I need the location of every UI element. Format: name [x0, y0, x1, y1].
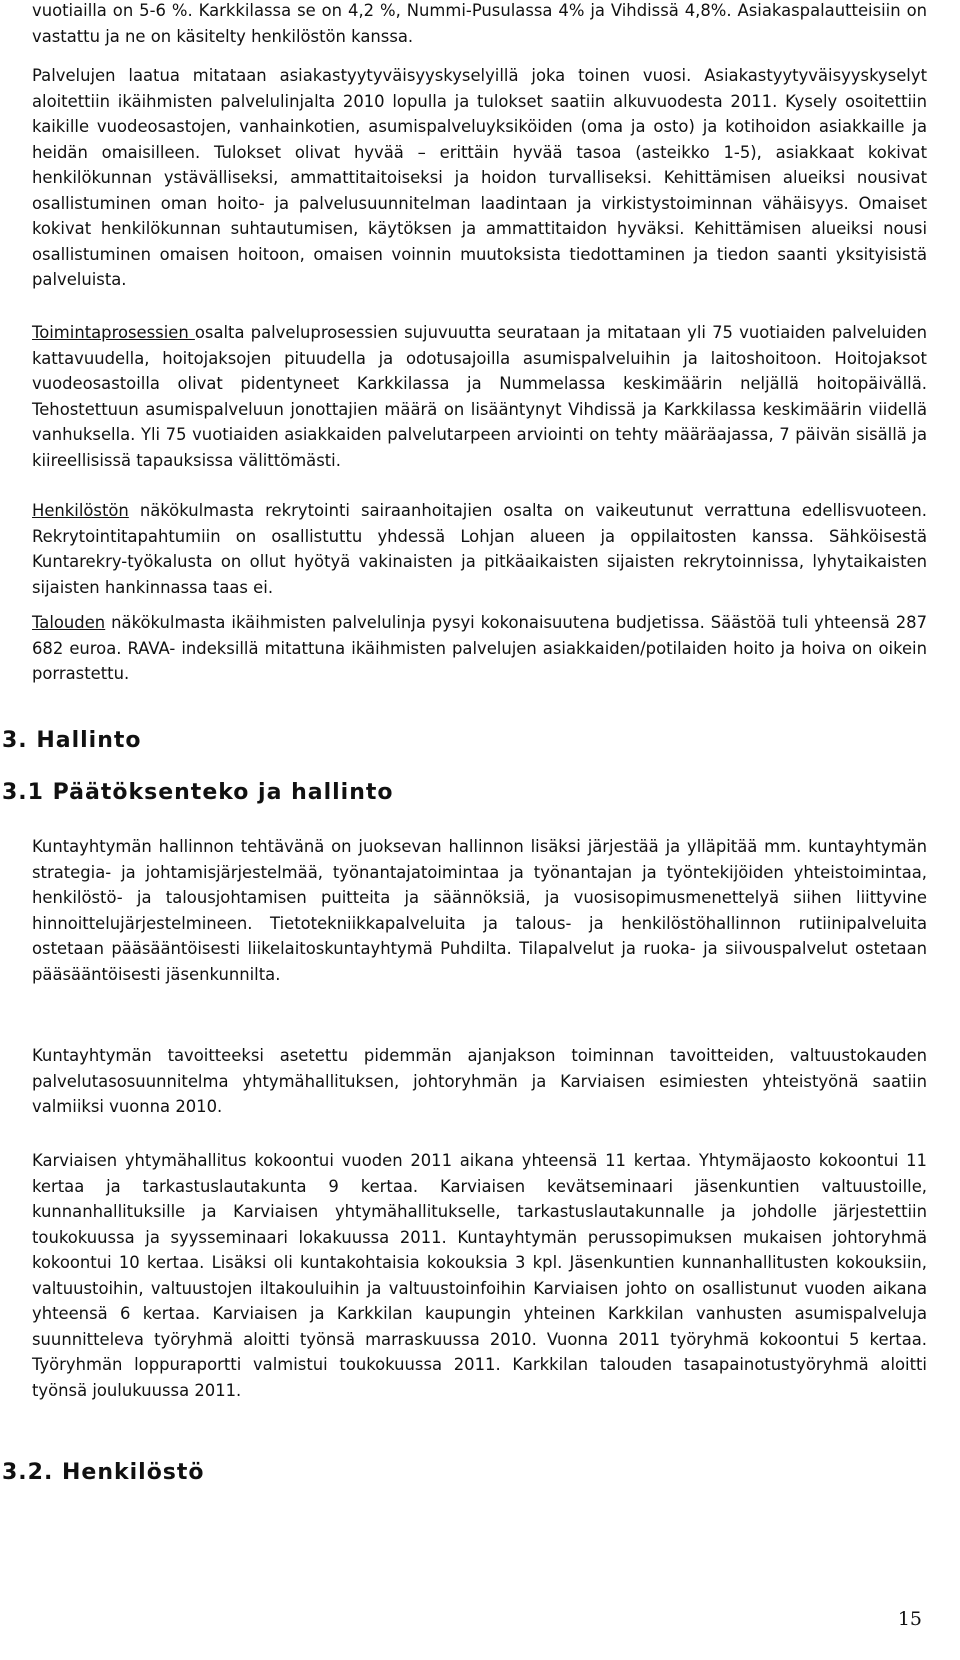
paragraph-meetings: Karviaisen yhtymähallitus kokoontui vuoden 2011 aikana yhteensä 11 kertaa. Yhtymäjaosto kokoontui 11 kertaa ja tarkastuslautakunta 9 kertaa. Karviaisen kevätseminaari jäsenkuntien valtuustoille, kunnanhallituksille ja Karviaisen yhtymähallitukselle, tarkastuslautakunnalle ja johdolle järjestettiin toukokuussa ja syysseminaari lokakuussa 2011. Kuntayhtymän perussopimuksen mukaisen johtoryhmä kokoontui 10 kertaa. Lisäksi oli kuntakohtaisia kokouksia 3 kpl. Jäsenkuntien kunnanhallitusten kokouksiin, valtuustoihin, valtuustojen iltakouluihin ja valtuustoinfoihin Karviaisen johto on osallistunut vuoden aikana yhteensä 6 kertaa. Karviaisen ja Karkkilan kaupungin yhteinen Karkkilan vanhusten asumispalveluja suunnitteleva työryhmä aloitti työnsä marraskuussa 2010. Vuonna 2011 työryhmä kokoontui 5 kertaa. Työryhmän loppuraportti valmistui toukokuussa 2011. Karkkilan talouden tasapainotustyöryhmä aloitti työnsä joulukuussa 2011. — [32, 1151, 927, 1400]
paragraph-personnel-perspective — [32, 498, 927, 600]
paragraph-satisfaction-survey: Palvelujen laatua mitataan asiakastyytyväisyyskyselyillä joka toinen vuosi. Asiakastyytyväisyyskyselyt aloitettiin ikäihmisten palvelulinjalta 2010 lopulla ja tulokset saatiin alkuvuodesta 2011. Kysely osoitettiin kaikille vuodeosastojen, vanhainkotien, asumispalveluyksiköiden (oma ja osto) ja kotihoidon asiakkaille ja heidän omaisilleen. Tulokset olivat hyvää – erittäin hyvää tasoa (asteikko 1-5), asiakkaat kokivat henkilökunnan ystävälliseksi, ammattitaitoiseksi ja hoidon turvalliseksi. Kehittämisen alueiksi nousivat osallistuminen oman hoito- ja palvelusuunnitelman laadintaan ja virkistystoiminnan vähäisyys. Omaiset kokivat henkilökunnan suhtautumisen, käytöksen ja ammattitaidon hyväksi. Kehittämisen alueiksi nousi osallistuminen omaisen hoitoon, omaisen voinnin muutoksista tiedottaminen ja tiedon saanti yksityisistä palveluista. — [32, 66, 927, 289]
paragraph-finance-perspective — [32, 610, 927, 687]
paragraph-service-level-plan: Kuntayhtymän tavoitteeksi asetettu pidemmän ajanjakson toiminnan tavoitteiden, valtuustokauden palvelutasosuunnitelma yhtymähallituksen, johtoryhmän ja Karviaisen esimiesten yhteistyönä saatiin valmiiksi vuonna 2010. — [32, 1046, 927, 1116]
underlined-term-processes: Toimintaprosessien — [32, 323, 195, 342]
page-number: 15 — [897, 1608, 922, 1630]
heading-section-3-1: 3.1 Päätöksenteko ja hallinto — [2, 780, 394, 805]
paragraph-personnel-text: näkökulmasta rekrytointi sairaanhoitajien osalta on vaikeutunut verrattuna edellisvuoteen. Rekrytointitapahtumiin on osallistuttu yhdessä Lohjan alueen ja oppilaitosten kanssa. Sähköisestä Kuntarekry-työkalusta on ollut hyötyä vakinaisten ja pitkäaikaisten sijaisten rekrytoinnissa, lyhytaikaisten sijaisten hankinnassa taas ei. — [32, 501, 927, 597]
paragraph-process-text: osalta palveluprosessien sujuvuutta seurataan ja mitataan yli 75 vuotiaiden palveluiden kattavuudella, hoitojaksojen pituudella ja odotusajoilla asumispalveluihin ja laitoshoitoon. Hoitojaksot vuodeosastoilla olivat pidentyneet Karkkilassa ja Nummelassa keskimäärin neljällä hoitopäivällä. Tehostettuun asumispalveluun jonottajien määrä on lisääntynyt Vihdissä ja Karkkilassa keskimäärin viidellä vanhuksella. Yli 75 vuotiaiden asiakkaiden palvelutarpeen arviointi on tehty määräajassa, 7 päivän sisällä ja kiireellisissä tapauksissa välittömästi. — [32, 323, 928, 470]
paragraph-administration-tasks: Kuntayhtymän hallinnon tehtävänä on juoksevan hallinnon lisäksi järjestää ja ylläpitää mm. kuntayhtymän strategia- ja johtamisjärjestelmää, työnantajatoimintaa ja työnantajan ja työntekijöiden yhteistoimintaa, henkilöstö- ja talousjohtamisen puitteita ja säännöksiä, ja vuosisopimusmenettelyä siihen liittyvine hinnoittelujärjestelmineen. Tietotekniikkapalveluita ja talous- ja henkilöstöhallinnon rutiinipalveluita ostetaan pääsääntöisesti liikelaitoskuntayhtymä Puhdilta. Tilapalvelut ja ruoka- ja siivouspalvelut ostetaan pääsääntöisesti jäsenkunnilta. — [32, 837, 927, 984]
heading-section-3-2: 3.2. Henkilöstö — [2, 1460, 205, 1485]
paragraph-finance-text: näkökulmasta ikäihmisten palvelulinja pysyi kokonaisuutena budjetissa. Säästöä tuli yhteensä 287 682 euroa. RAVA- indeksillä mitattuna ikäihmisten palvelujen asiakkaiden/potilaiden hoito ja hoiva on oikein porrastettu. — [32, 613, 927, 683]
paragraph-process-perspective — [32, 320, 927, 473]
heading-section-3: 3. Hallinto — [2, 728, 142, 753]
underlined-term-personnel: Henkilöstön — [32, 501, 129, 520]
underlined-term-finance: Talouden — [32, 613, 106, 632]
paragraph-customer-feedback: vuotiailla on 5-6 %. Karkkilassa se on 4,2 %, Nummi-Pusulassa 4% ja Vihdissä 4,8%. Asiakaspalautteisiin on vastattu ja ne on käsitelty henkilöstön kanssa. — [32, 1, 927, 46]
